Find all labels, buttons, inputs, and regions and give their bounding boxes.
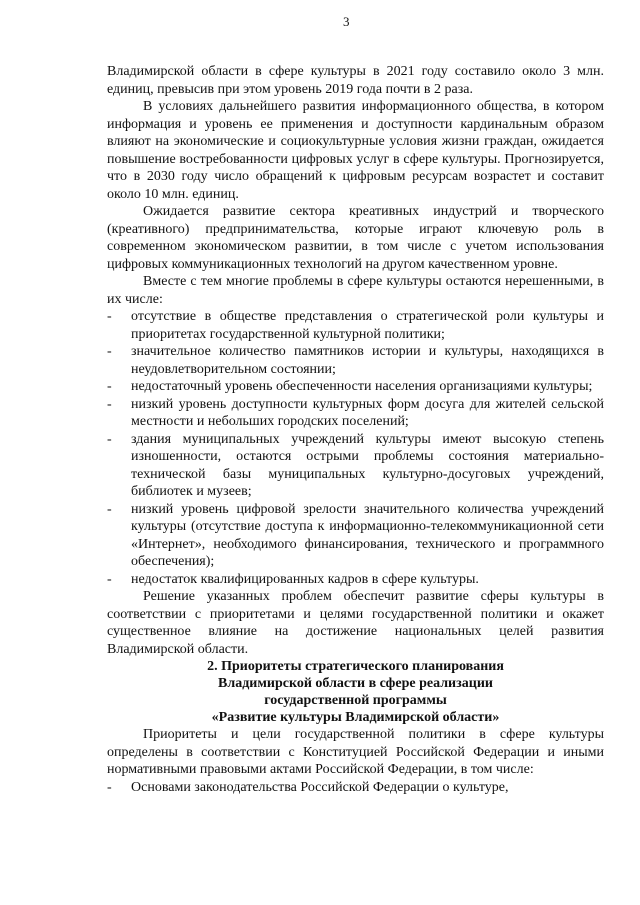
list-dash: -	[107, 501, 112, 517]
list-item	[107, 501, 604, 571]
list-item	[107, 571, 604, 589]
paragraph-solution: Решение указанных проблем обеспечит развитие сферы культуры в соответствии с приоритетами и целями государственной политики и окажет существенное влияние на достижение национальных целей развития Владимирской области.	[107, 589, 604, 657]
list-item-text: недостаточный уровень обеспеченности населения организациями культуры;	[131, 379, 593, 394]
document-body	[107, 63, 604, 796]
list-item-text: низкий уровень доступности культурных форм досуга для жителей сельской местности и небольших городских поселений;	[131, 396, 604, 429]
list-dash: -	[107, 379, 112, 394]
paragraph-problems-intro: Вместе с тем многие проблемы в сфере культуры остаются нерешенными, в их числе:	[107, 274, 604, 307]
section-heading-line: государственной программы	[264, 693, 447, 708]
page-number: 3	[343, 14, 350, 29]
list-item	[107, 431, 604, 501]
section-heading	[107, 658, 604, 726]
list-dash: -	[107, 396, 112, 412]
list-item-text: Основами законодательства Российской Федерации о культуре,	[131, 779, 509, 795]
list-item-text: отсутствие в обществе представления о стратегической роли культуры и приоритетах государственной культурной политики;	[131, 309, 604, 342]
list-item-text: здания муниципальных учреждений культуры имеют высокую степень изношенности, остаются острыми проблемы состояния материально-технической базы муниципальных культурно-досуговых учреждений, библиотек и музеев;	[131, 431, 604, 499]
list-item	[107, 779, 604, 797]
list-dash: -	[107, 779, 112, 795]
list-item	[107, 378, 604, 396]
list-item	[107, 396, 604, 431]
list-item	[107, 308, 604, 343]
list-dash: -	[107, 431, 112, 447]
list-dash: -	[107, 571, 112, 587]
section-heading-line: Владимирской области в сфере реализации	[218, 676, 493, 691]
paragraph-priorities: Приоритеты и цели государственной политики в сфере культуры определены в соответствии с Конституцией Российской Федерации и иными нормативными правовыми актами Российской Федерации, в том числе:	[107, 727, 604, 777]
paragraph-digital-services: В условиях дальнейшего развития информационного общества, в котором информация и уровень ее применения и доступности кардинальным образом влияют на экономические и социокультурные условия жизни граждан, ожидается повышение востребованности цифровых услуг в сфере культуры. Прогнозируется, что в 2030 году число обращений к цифровым ресурсам возрастет и составит около 10 млн. единиц.	[107, 99, 604, 202]
list-dash: -	[107, 309, 112, 324]
paragraph-continuation: Владимирской области в сфере культуры в 2021 году составило около 3 млн. единиц, превысив при этом уровень 2019 года почти в 2 раза.	[107, 64, 604, 97]
section-heading-line: «Развитие культуры Владимирской области»	[211, 710, 500, 725]
list-item-text: низкий уровень цифровой зрелости значительного количества учреждений культуры (отсутствие доступа к информационно-телекоммуникационной сети «Интернет», необходимого финансирования, технического и программного обеспечения);	[131, 501, 604, 569]
paragraph-creative-industries: Ожидается развитие сектора креативных индустрий и творческого (креативного) предпринимательства, которые играют ключевую роль в современном экономическом развитии, в том числе с учетом использования цифровых коммуникационных технологий на другом качественном уровне.	[107, 204, 604, 272]
list-item-text: значительное количество памятников истории и культуры, находящихся в неудовлетворительном состоянии;	[131, 344, 604, 377]
list-item-text: недостаток квалифицированных кадров в сфере культуры.	[131, 571, 479, 587]
list-dash: -	[107, 344, 112, 359]
list-item	[107, 343, 604, 378]
section-heading-line: 2. Приоритеты стратегического планирования	[207, 659, 504, 674]
